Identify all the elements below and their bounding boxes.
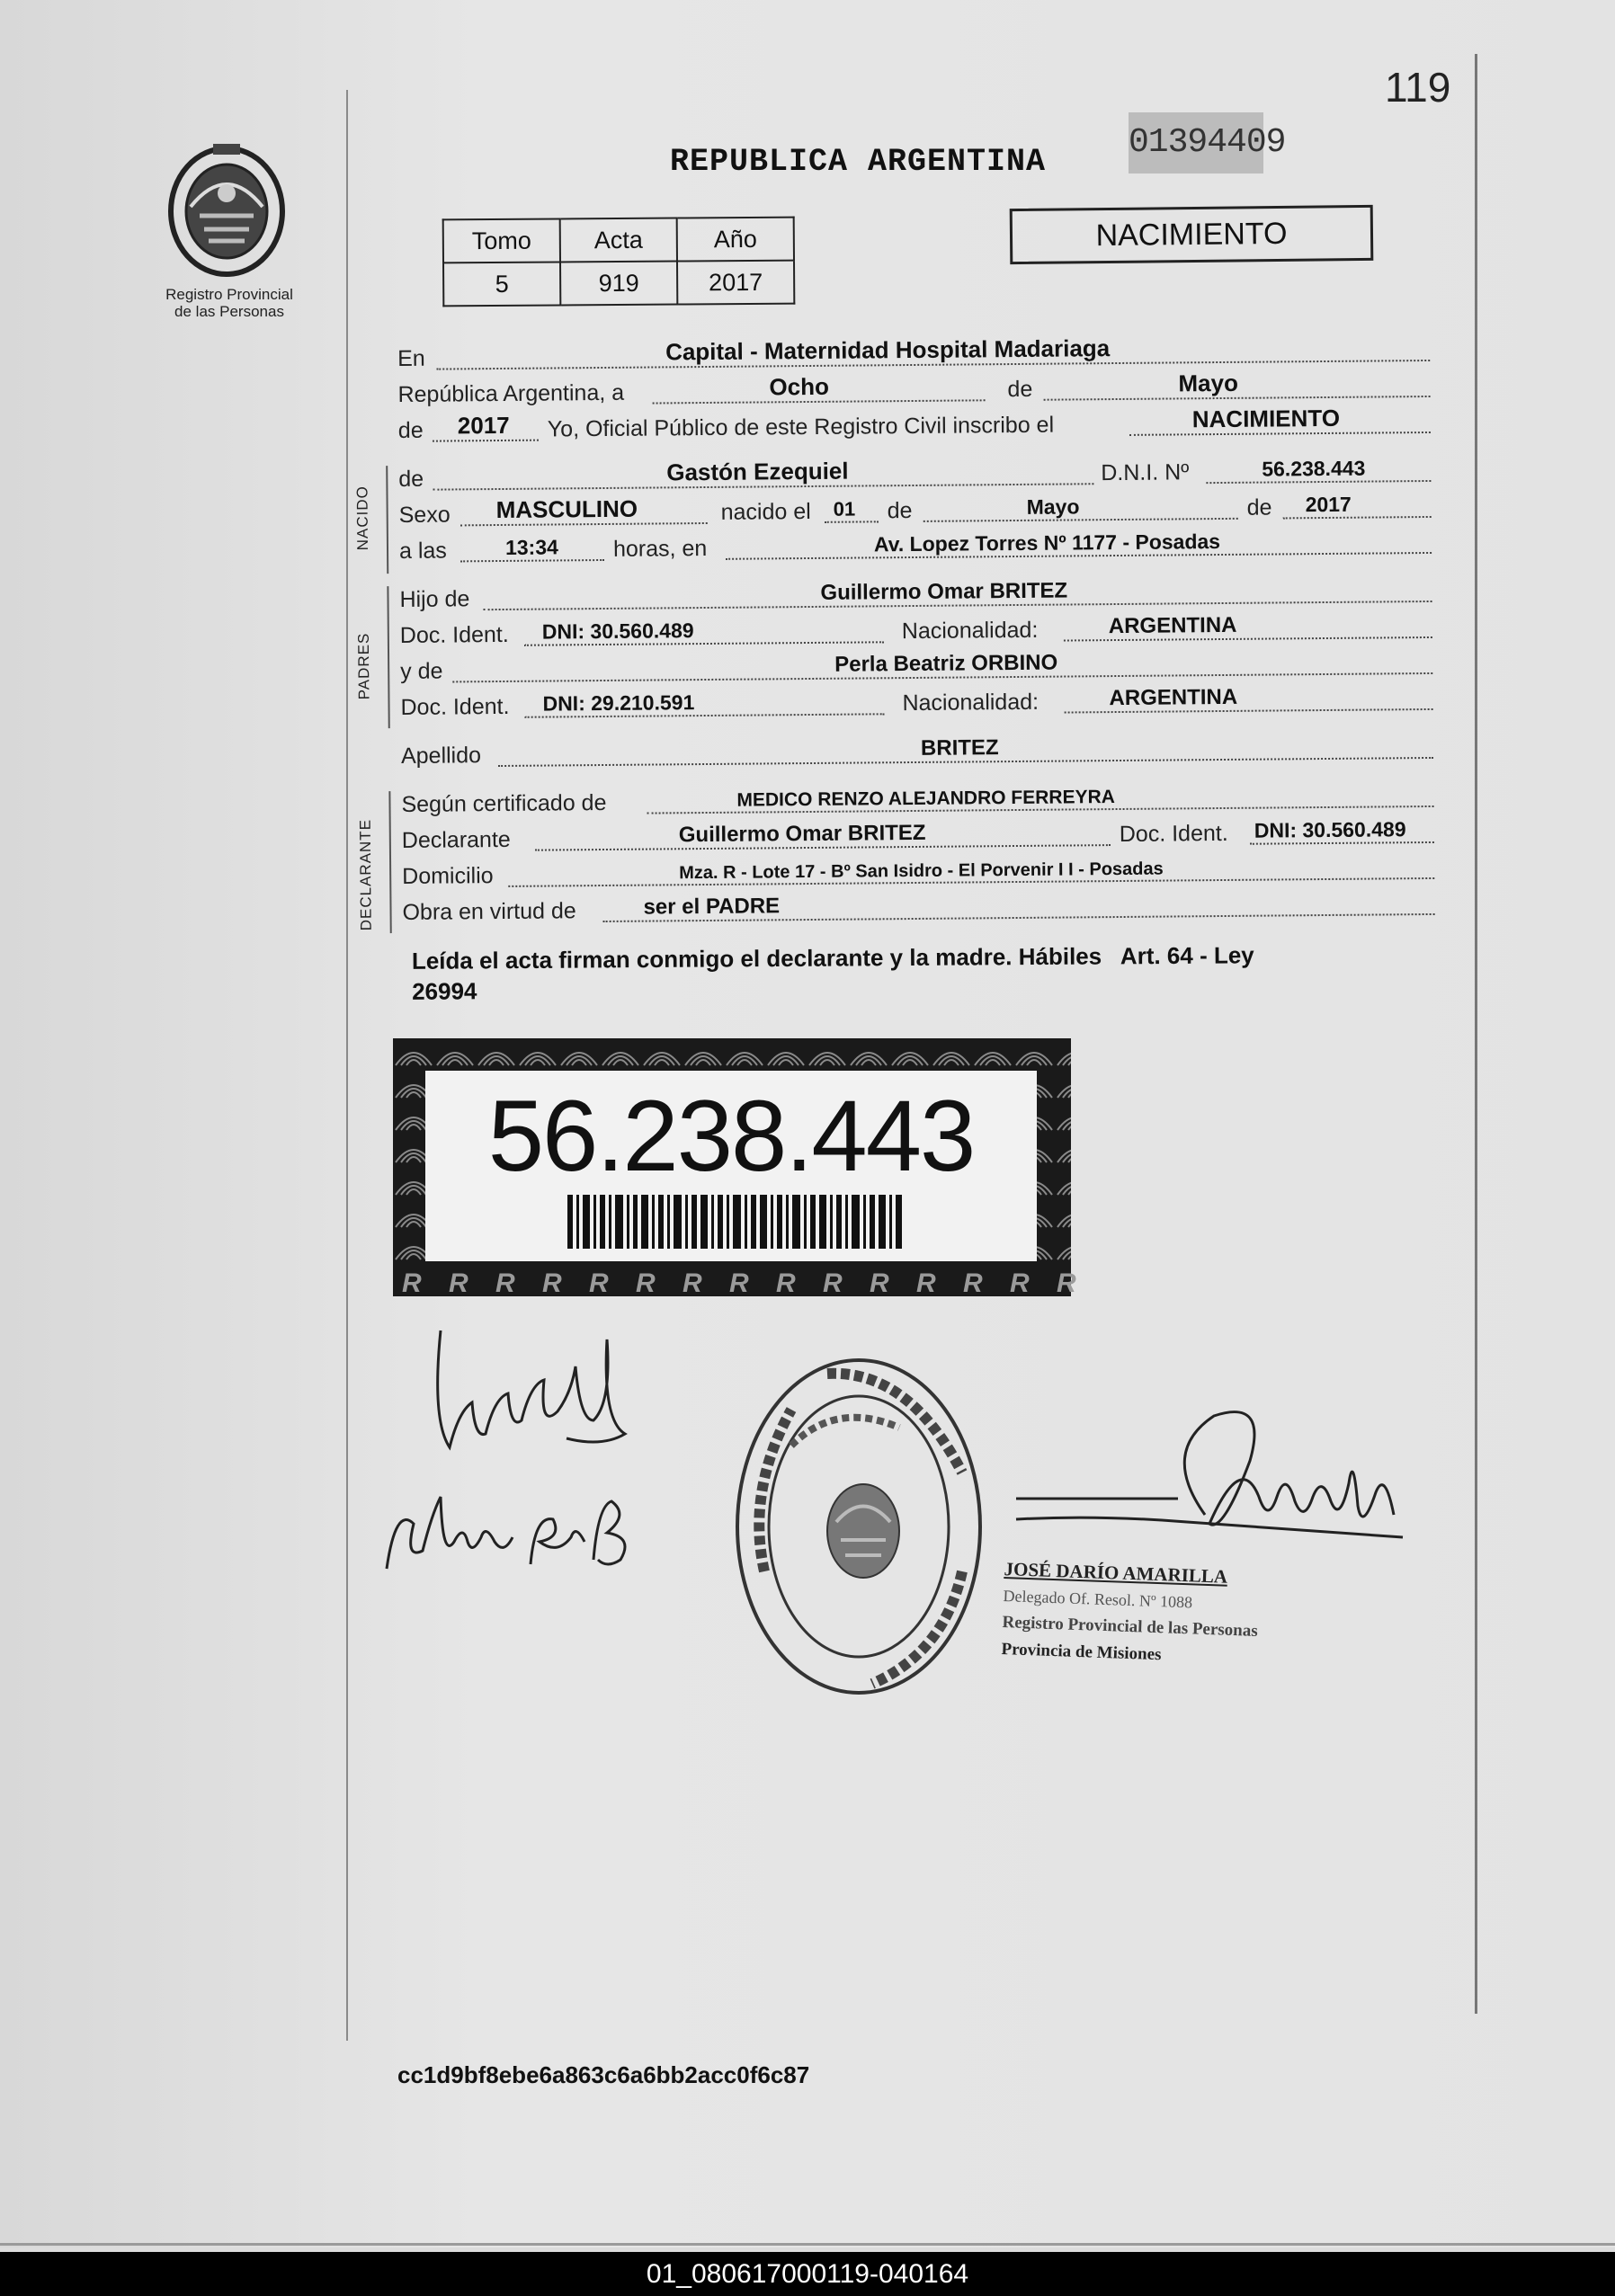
seal-caption-line1: Registro Provincial: [165, 286, 293, 303]
svg-text:R: R: [402, 1268, 422, 1298]
svg-text:R: R: [542, 1268, 562, 1298]
section-label-declarante: DECLARANTE: [356, 818, 375, 931]
value-lugar: Capital - Maternidad Hospital Madariaga: [665, 334, 1111, 366]
value-madre: Perla Beatriz ORBINO: [834, 650, 1058, 677]
register-header-tomo: Tomo: [443, 218, 560, 263]
barcode-icon: [567, 1195, 902, 1249]
value-padre-doc: DNI: 30.560.489: [541, 618, 694, 644]
registrar-name: JOSÉ DARÍO AMARILLA: [1004, 1558, 1228, 1588]
value-nac-dia: 01: [833, 497, 856, 521]
value-nombre: Gastón Ezequiel: [666, 457, 849, 486]
mother-signature-icon: [378, 1488, 665, 1587]
svg-text:R: R: [495, 1268, 515, 1298]
dni-security-label: [393, 1038, 1076, 1298]
value-dni: 56.238.443: [1262, 456, 1366, 481]
svg-text:R: R: [729, 1268, 749, 1298]
seal-caption-line2: de las Personas: [174, 303, 284, 320]
value-mes: Mayo: [1178, 369, 1239, 397]
closing-statement: [412, 939, 1401, 1007]
label-certificado: Según certificado de: [401, 789, 607, 817]
label-declarante: Declarante: [401, 826, 511, 853]
svg-text:R: R: [449, 1268, 468, 1298]
registrar-office: Registro Provincial de las Personas: [1002, 1613, 1259, 1641]
label-dni: D.N.I. Nº: [1101, 459, 1190, 486]
right-page-edge: [1475, 54, 1495, 2014]
value-madre-doc: DNI: 29.210.591: [542, 690, 695, 716]
birth-record-form: [353, 333, 1444, 971]
serial-number: 01394409: [1129, 112, 1263, 174]
document-title: REPUBLICA ARGENTINA: [670, 144, 1047, 180]
closing-line2: 26994: [412, 977, 477, 1005]
father-signature-icon: [423, 1313, 656, 1474]
row-apellido: [399, 730, 1438, 775]
svg-text:R: R: [776, 1268, 796, 1298]
label-de-nac-anio: de: [1246, 494, 1272, 521]
register-header-acta: Acta: [560, 218, 677, 263]
label-apellido: Apellido: [400, 743, 482, 769]
label-nacionalidad-padre: Nacionalidad:: [901, 617, 1039, 645]
value-domicilio-nac: Av. Lopez Torres Nº 1177 - Posadas: [873, 530, 1221, 556]
value-nac-anio: 2017: [1305, 492, 1352, 517]
register-value-acta: 919: [560, 262, 677, 306]
label-obra: Obra en virtud de: [402, 898, 576, 925]
register-value-anio: 2017: [677, 261, 794, 305]
label-a-las: a las: [398, 538, 447, 564]
label-oficial: Yo, Oficial Público de este Registro Civil inscribo el: [547, 412, 1055, 442]
left-margin-rule: [346, 90, 348, 2041]
label-doc-ident-madre: Doc. Ident.: [400, 693, 510, 720]
seal-caption: [144, 286, 315, 320]
value-certificado: MEDICO RENZO ALEJANDRO FERREYRA: [736, 787, 1115, 811]
provincial-seal-icon: [164, 144, 290, 279]
label-nacionalidad-madre: Nacionalidad:: [902, 689, 1039, 716]
svg-text:R: R: [963, 1268, 983, 1298]
svg-text:R: R: [683, 1268, 702, 1298]
value-domicilio: Mza. R - Lote 17 - Bº San Isidro - El Porvenir I I - Posadas: [679, 859, 1164, 884]
value-sexo: MASCULINO: [495, 494, 638, 524]
label-nacido-el: nacido el: [720, 498, 811, 525]
registrar-role: Delegado Of. Resol. Nº 1088: [1003, 1587, 1193, 1612]
section-label-nacido: NACIDO: [353, 485, 372, 551]
svg-text:R: R: [589, 1268, 609, 1298]
label-en: En: [397, 345, 425, 371]
label-de-nac-mes: de: [887, 497, 913, 524]
registrar-stamp: [1001, 1555, 1260, 1672]
label-doc-ident-padre: Doc. Ident.: [399, 621, 509, 648]
svg-text:R: R: [636, 1268, 656, 1298]
svg-text:R: R: [823, 1268, 843, 1298]
label-declarante-doc: Doc. Ident.: [1119, 820, 1228, 847]
label-de-nombre: de: [398, 466, 424, 492]
value-madre-nac: ARGENTINA: [1109, 684, 1238, 711]
register-header-anio: Año: [677, 218, 794, 262]
round-official-stamp-icon: [728, 1347, 989, 1706]
label-de-anio: de: [397, 417, 424, 443]
label-horas-en: horas, en: [612, 535, 708, 562]
label-y-de: y de: [400, 658, 443, 684]
label-domicilio: Domicilio: [402, 863, 494, 889]
label-republica: República Argentina, a: [397, 379, 625, 407]
svg-text:R: R: [870, 1268, 889, 1298]
value-declarante-doc: DNI: 30.560.489: [1254, 817, 1406, 842]
label-sexo: Sexo: [398, 502, 451, 528]
value-obra: ser el PADRE: [643, 894, 781, 920]
value-nac-mes: Mayo: [1026, 494, 1080, 519]
value-hora: 13:34: [504, 535, 558, 559]
svg-text:R: R: [1010, 1268, 1030, 1298]
svg-text:R: R: [916, 1268, 936, 1298]
registrar-province: Provincia de Misiones: [1001, 1640, 1162, 1665]
bottom-rule: [0, 2243, 1615, 2246]
value-anio: 2017: [457, 411, 510, 440]
svg-text:R: R: [1057, 1268, 1076, 1298]
page-number: 119: [1385, 64, 1451, 111]
document-hash: cc1d9bf8ebe6a863c6a6bb2acc0f6c87: [397, 2061, 810, 2088]
value-dia: Ocho: [769, 372, 830, 401]
section-label-padres: PADRES: [354, 632, 373, 700]
dni-card-number: 56.238.443: [487, 1080, 975, 1192]
label-de-mes: de: [1007, 376, 1033, 403]
value-padre-nac: ARGENTINA: [1108, 612, 1237, 639]
dni-window: [425, 1071, 1037, 1261]
value-declarante: Guillermo Omar BRITEZ: [678, 820, 926, 848]
register-table: [442, 217, 796, 307]
record-type-box: NACIMIENTO: [1010, 205, 1374, 264]
value-tipo: NACIMIENTO: [1191, 404, 1341, 433]
label-hijo-de: Hijo de: [399, 586, 470, 612]
footer-code: 01_080617000119-040164: [646, 2259, 969, 2289]
register-value-tomo: 5: [443, 262, 560, 306]
value-padre: Guillermo Omar BRITEZ: [820, 578, 1068, 605]
closing-line1: Leída el acta firman conmigo el declarante y la madre. Hábiles Art. 64 - Ley: [411, 941, 1254, 974]
value-apellido: BRITEZ: [920, 735, 999, 761]
dotted-line: [923, 517, 1238, 522]
